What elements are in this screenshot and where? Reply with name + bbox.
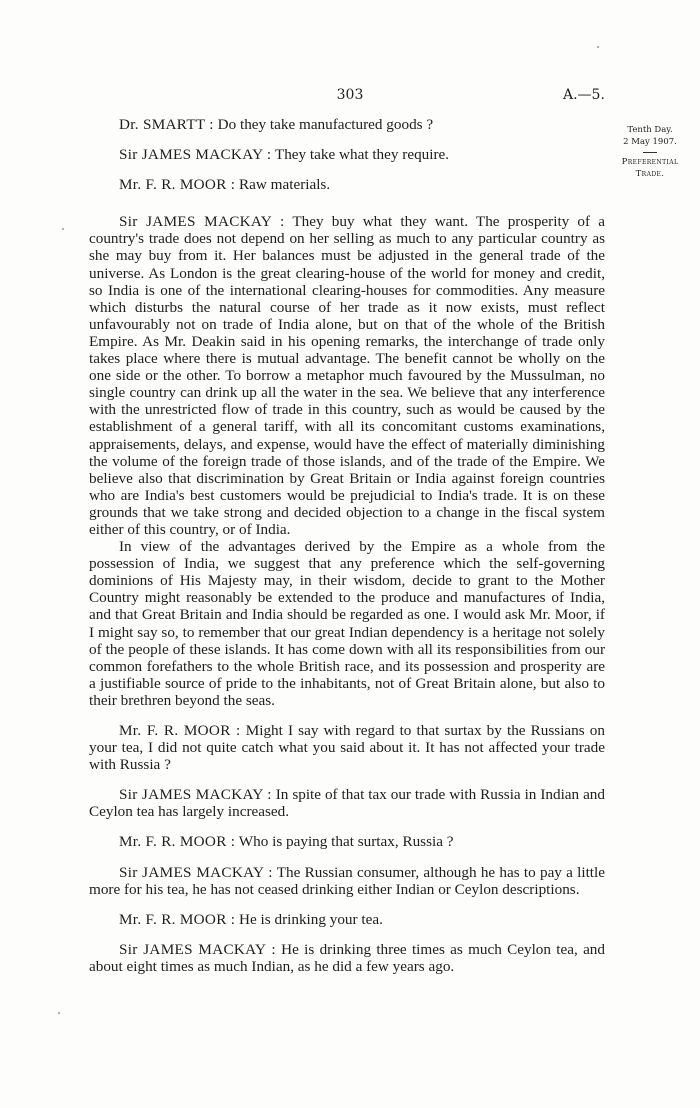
transcript-paragraph: [89, 941, 605, 975]
speech-text: They take what they require.: [274, 146, 450, 164]
speech-text: In view of the advantages derived by the Empire as a whole from the possession of India, we suggest that any preference which the self-governing dominions of His Majesty may, in their wisdom, decide to grant to the Mother Country might reasonably be extended to the produce and manufactures of India, and that Great Britain and India should be regarded as one. I would ask Mr. Moor, if I might say so, to remember that our great Indian dependency is a heritage not solely of the people of these islands. It has come down with all its responsibilities from our common forefathers to the whole British race, and its possession and prosperity are a justifiable source of pride to the inhabitants, not of Great Britain alone, but also to their brethren beyond the seas.: [89, 538, 605, 709]
scan-speck: [597, 46, 599, 48]
transcript-paragraph: [89, 911, 605, 928]
speaker-name: Sir JAMES MACKAY :: [119, 213, 285, 231]
speaker-name: Mr. F. R. MOOR :: [119, 833, 236, 851]
transcript-paragraph: [89, 833, 605, 850]
page-number: 303: [336, 87, 364, 103]
speech-text: He is drinking three times as much Ceylon tea, and about eight times as much Indian, as he did a few years ago.: [89, 940, 605, 975]
speech-text: They buy what they want. The prosperity of a country's trade does not depend on her selling as much to any particular country as she may buy from it. Her balances must be adjusted in the general trade of the universe. As London is the great clearing-house of the world for money and credit, so India is one of the international clearing-houses for commodities. Any measure which disturbs the natural course of her trade as it now exists, must reflect unfavourably not on trade of India alone, but on that of the whole of the British Empire. As Mr. Deakin said in his opening remarks, the interchange of trade only takes place where there is mutual advantage. The benefit cannot be wholly on the one side or the other. To borrow a metaphor much favoured by the Mussulman, no single country can drink up all the water in the sea. We believe that any interference with the unrestricted flow of trade in this country, such as would be caused by the establishment of a general tariff, with all its concomitant customs examinations, appraisements, delays, and expense, would have the effect of materially diminishing the volume of the foreign trade of those islands, and of the trade of the Empire. We believe also that discrimination by Great Britain or India against foreign countries who are India's best customers would be prejudicial to India's trade. It is on these grounds that we take strong and decided objection to a change in the fiscal system either of this country, or of India.: [89, 213, 605, 538]
scan-speck: [58, 1012, 60, 1014]
speech-text: He is drinking your tea.: [239, 910, 383, 928]
scan-speck: [62, 228, 64, 230]
speech-text: Do they take manufactured goods ?: [217, 116, 434, 133]
margin-note-date: 2 May 1907.: [623, 137, 677, 147]
speaker-name: Sir JAMES MACKAY :: [119, 786, 272, 804]
transcript-paragraph: [89, 116, 605, 133]
speaker-name: Mr. F. R. MOOR :: [119, 722, 241, 739]
speaker-name: Sir JAMES MACKAY :: [119, 146, 272, 164]
speaker-name: Dr. SMARTT :: [119, 116, 214, 133]
speech-text: Who is paying that surtax, Russia ?: [238, 833, 454, 851]
speaker-name: Mr. F. R. MOOR :: [119, 910, 236, 928]
margin-note-day: Tenth Day.: [627, 125, 673, 135]
margin-note-topic-line2: Trade.: [635, 169, 665, 179]
speech-text: In spite of that tax our trade with Russia in Indian and Ceylon tea has largely increased.: [89, 786, 605, 821]
transcript-paragraph: [89, 786, 605, 820]
transcript-paragraph: [89, 864, 605, 898]
speech-text: Might I say with regard to that surtax by the Russians on your tea, I did not quite catch what you said about it. It has not affected your trade with Russia ?: [89, 722, 605, 774]
margin-note-topic-line1: Preferential: [621, 157, 679, 167]
transcript-paragraph: [89, 213, 605, 538]
margin-note-rule: [643, 152, 657, 153]
speaker-name: Mr. F. R. MOOR :: [119, 176, 236, 194]
transcript-paragraph: [89, 722, 605, 773]
session-reference: A.—5.: [563, 87, 605, 103]
margin-note: [605, 124, 695, 180]
transcript-paragraph: [89, 176, 605, 193]
speech-text: Raw materials.: [239, 176, 331, 194]
speaker-name: Sir JAMES MACKAY :: [119, 863, 273, 881]
transcript-paragraph: [89, 538, 605, 709]
transcript-body: [89, 116, 605, 975]
transcript-paragraph: [89, 146, 605, 163]
speaker-name: Sir JAMES MACKAY :: [119, 940, 276, 958]
speech-text: The Russian consumer, although he has to pay a little more for his tea, he has not ceased drinking either Indian or Ceylon descriptions.: [89, 863, 605, 898]
